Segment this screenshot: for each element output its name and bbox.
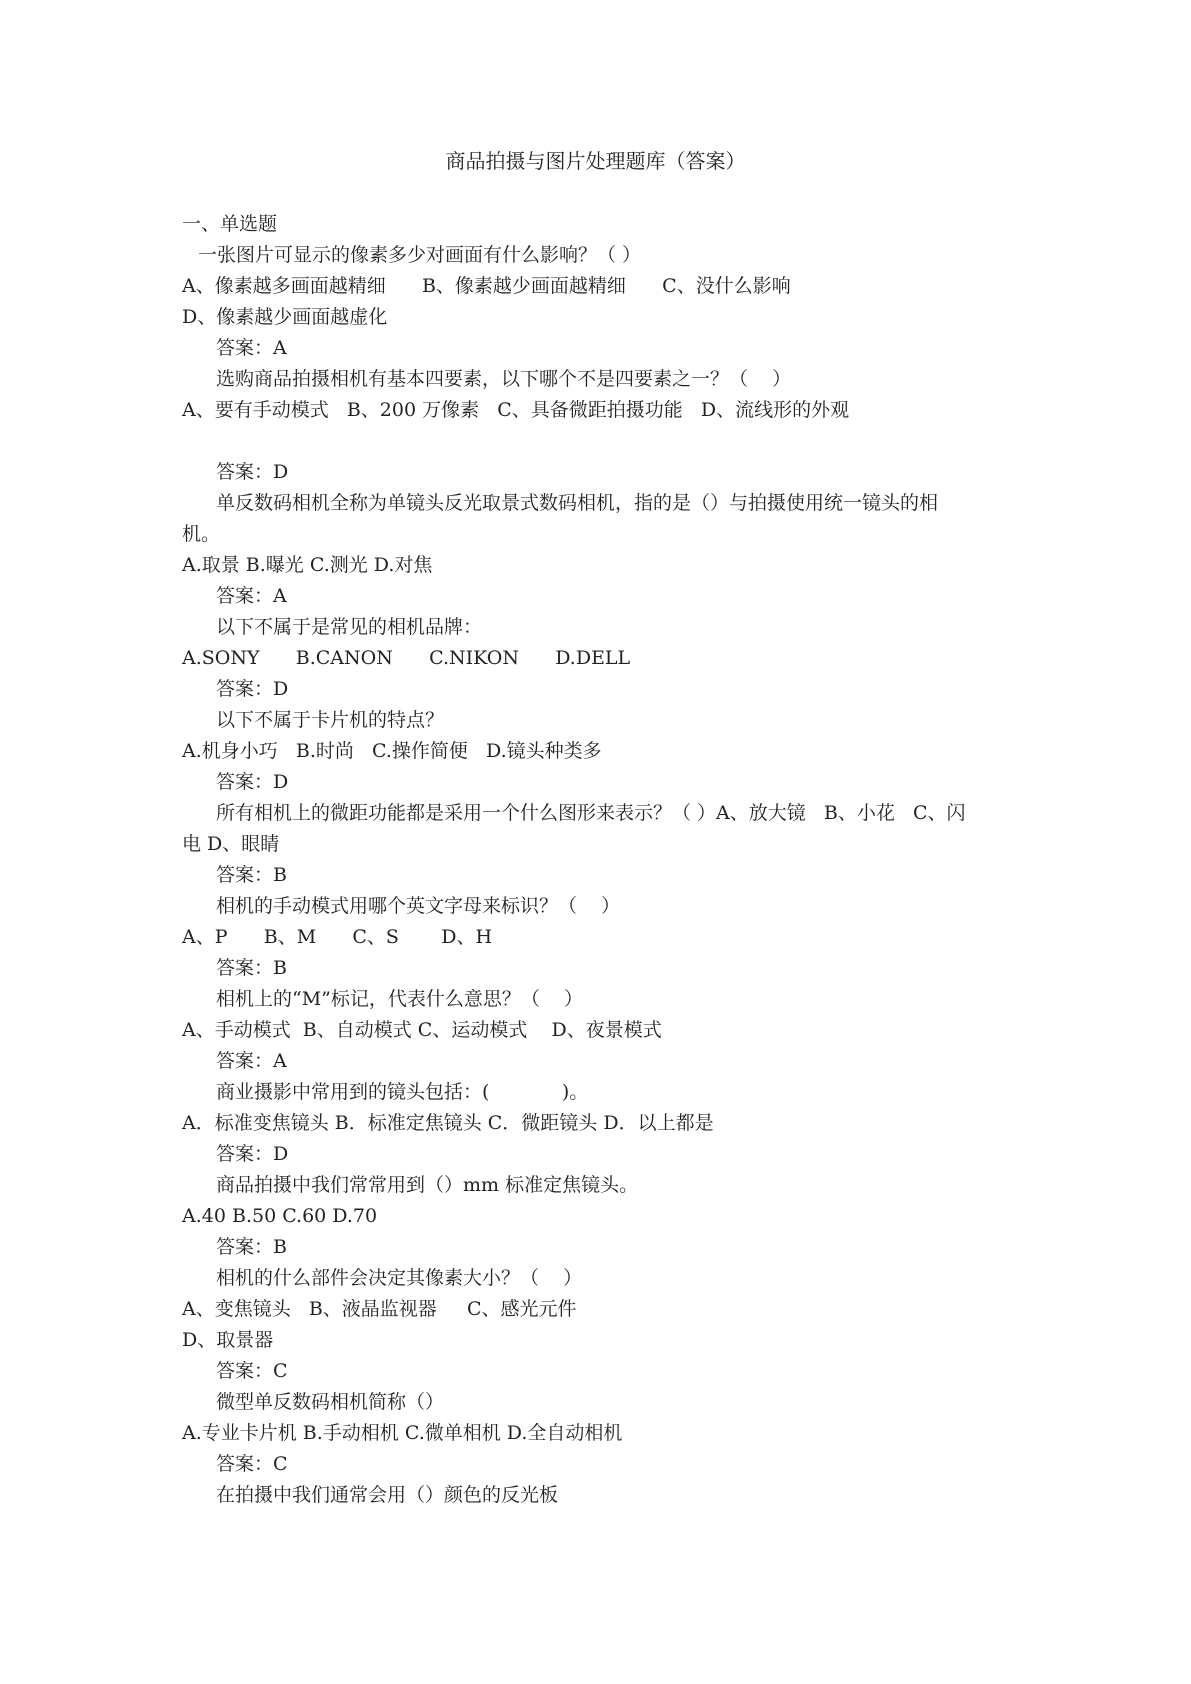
answer-text: 答案：D: [216, 678, 289, 700]
question-options: D、取景器: [182, 1329, 274, 1351]
question-text: 商品拍摄中我们常常用到（）mm 标准定焦镜头。: [216, 1174, 639, 1196]
question-options: A.SONY B.CANON C.NIKON D.DELL: [182, 647, 631, 669]
document-body: [182, 209, 1022, 1511]
question-text: 选购商品拍摄相机有基本四要素，以下哪个不是四要素之一？（ ）: [216, 368, 792, 390]
question-text: 单反数码相机全称为单镜头反光取景式数码相机，指的是（）与拍摄使用统一镜头的相: [216, 492, 939, 514]
question-text: 在拍摄中我们通常会用（）颜色的反光板: [216, 1484, 559, 1506]
question-options: A.40 B.50 C.60 D.70: [182, 1205, 378, 1227]
question-options: A、变焦镜头 B、液晶监视器 C、感光元件: [182, 1298, 577, 1320]
section-heading: 一、单选题: [182, 213, 278, 235]
question-text: 相机的什么部件会决定其像素大小？（ ）: [216, 1267, 583, 1289]
question-options: 电 D、眼睛: [182, 833, 280, 855]
question-options: 机。: [182, 523, 221, 545]
answer-text: 答案：B: [216, 957, 287, 979]
question-options: A、P B、M C、S D、H: [182, 926, 493, 948]
answer-text: 答案：D: [216, 1143, 289, 1165]
question-options: A.机身小巧 B.时尚 C.操作简便 D.镜头种类多: [182, 740, 602, 762]
answer-text: 答案：D: [216, 771, 289, 793]
question-list: [182, 240, 1022, 1511]
answer-text: 答案：B: [216, 1236, 287, 1258]
blank-line: [182, 426, 1022, 457]
question-text: 一张图片可显示的像素多少对画面有什么影响？（ ）: [198, 244, 642, 266]
question-text: 以下不属于卡片机的特点？: [216, 709, 445, 731]
answer-text: 答案：C: [216, 1360, 288, 1382]
question-options: A．标准变焦镜头 B．标准定焦镜头 C．微距镜头 D．以上都是: [182, 1112, 714, 1134]
question-options: A、要有手动模式 B、200 万像素 C、具备微距拍摄功能 D、流线形的外观: [182, 399, 850, 421]
answer-text: 答案：C: [216, 1453, 288, 1475]
question-text: 微型单反数码相机简称（）: [216, 1391, 445, 1413]
answer-text: 答案：A: [216, 585, 287, 607]
answer-text: 答案：A: [216, 1050, 287, 1072]
question-text: 相机上的“M”标记，代表什么意思？（ ）: [216, 988, 584, 1010]
question-text: 所有相机上的微距功能都是采用一个什么图形来表示？（ ）A、放大镜 B、小花 C、闪: [216, 802, 966, 824]
question-options: A、手动模式 B、自动模式 C、运动模式 D、夜景模式: [182, 1019, 662, 1041]
question-text: 相机的手动模式用哪个英文字母来标识？（ ）: [216, 895, 621, 917]
question-options: A.专业卡片机 B.手动相机 C.微单相机 D.全自动相机: [182, 1422, 623, 1444]
question-options: D、像素越少画面越虚化: [182, 306, 388, 328]
answer-text: 答案：B: [216, 864, 287, 886]
answer-text: 答案：A: [216, 337, 287, 359]
question-text: 商业摄影中常用到的镜头包括：( )。: [216, 1081, 589, 1103]
question-options: A.取景 B.曝光 C.测光 D.对焦: [182, 554, 433, 576]
answer-text: 答案：D: [216, 461, 289, 483]
question-text: 以下不属于是常见的相机品牌：: [216, 616, 483, 638]
document-title: 商品拍摄与图片处理题库（答案）: [445, 149, 746, 173]
question-options: A、像素越多画面越精细 B、像素越少画面越精细 C、没什么影响: [182, 275, 791, 297]
